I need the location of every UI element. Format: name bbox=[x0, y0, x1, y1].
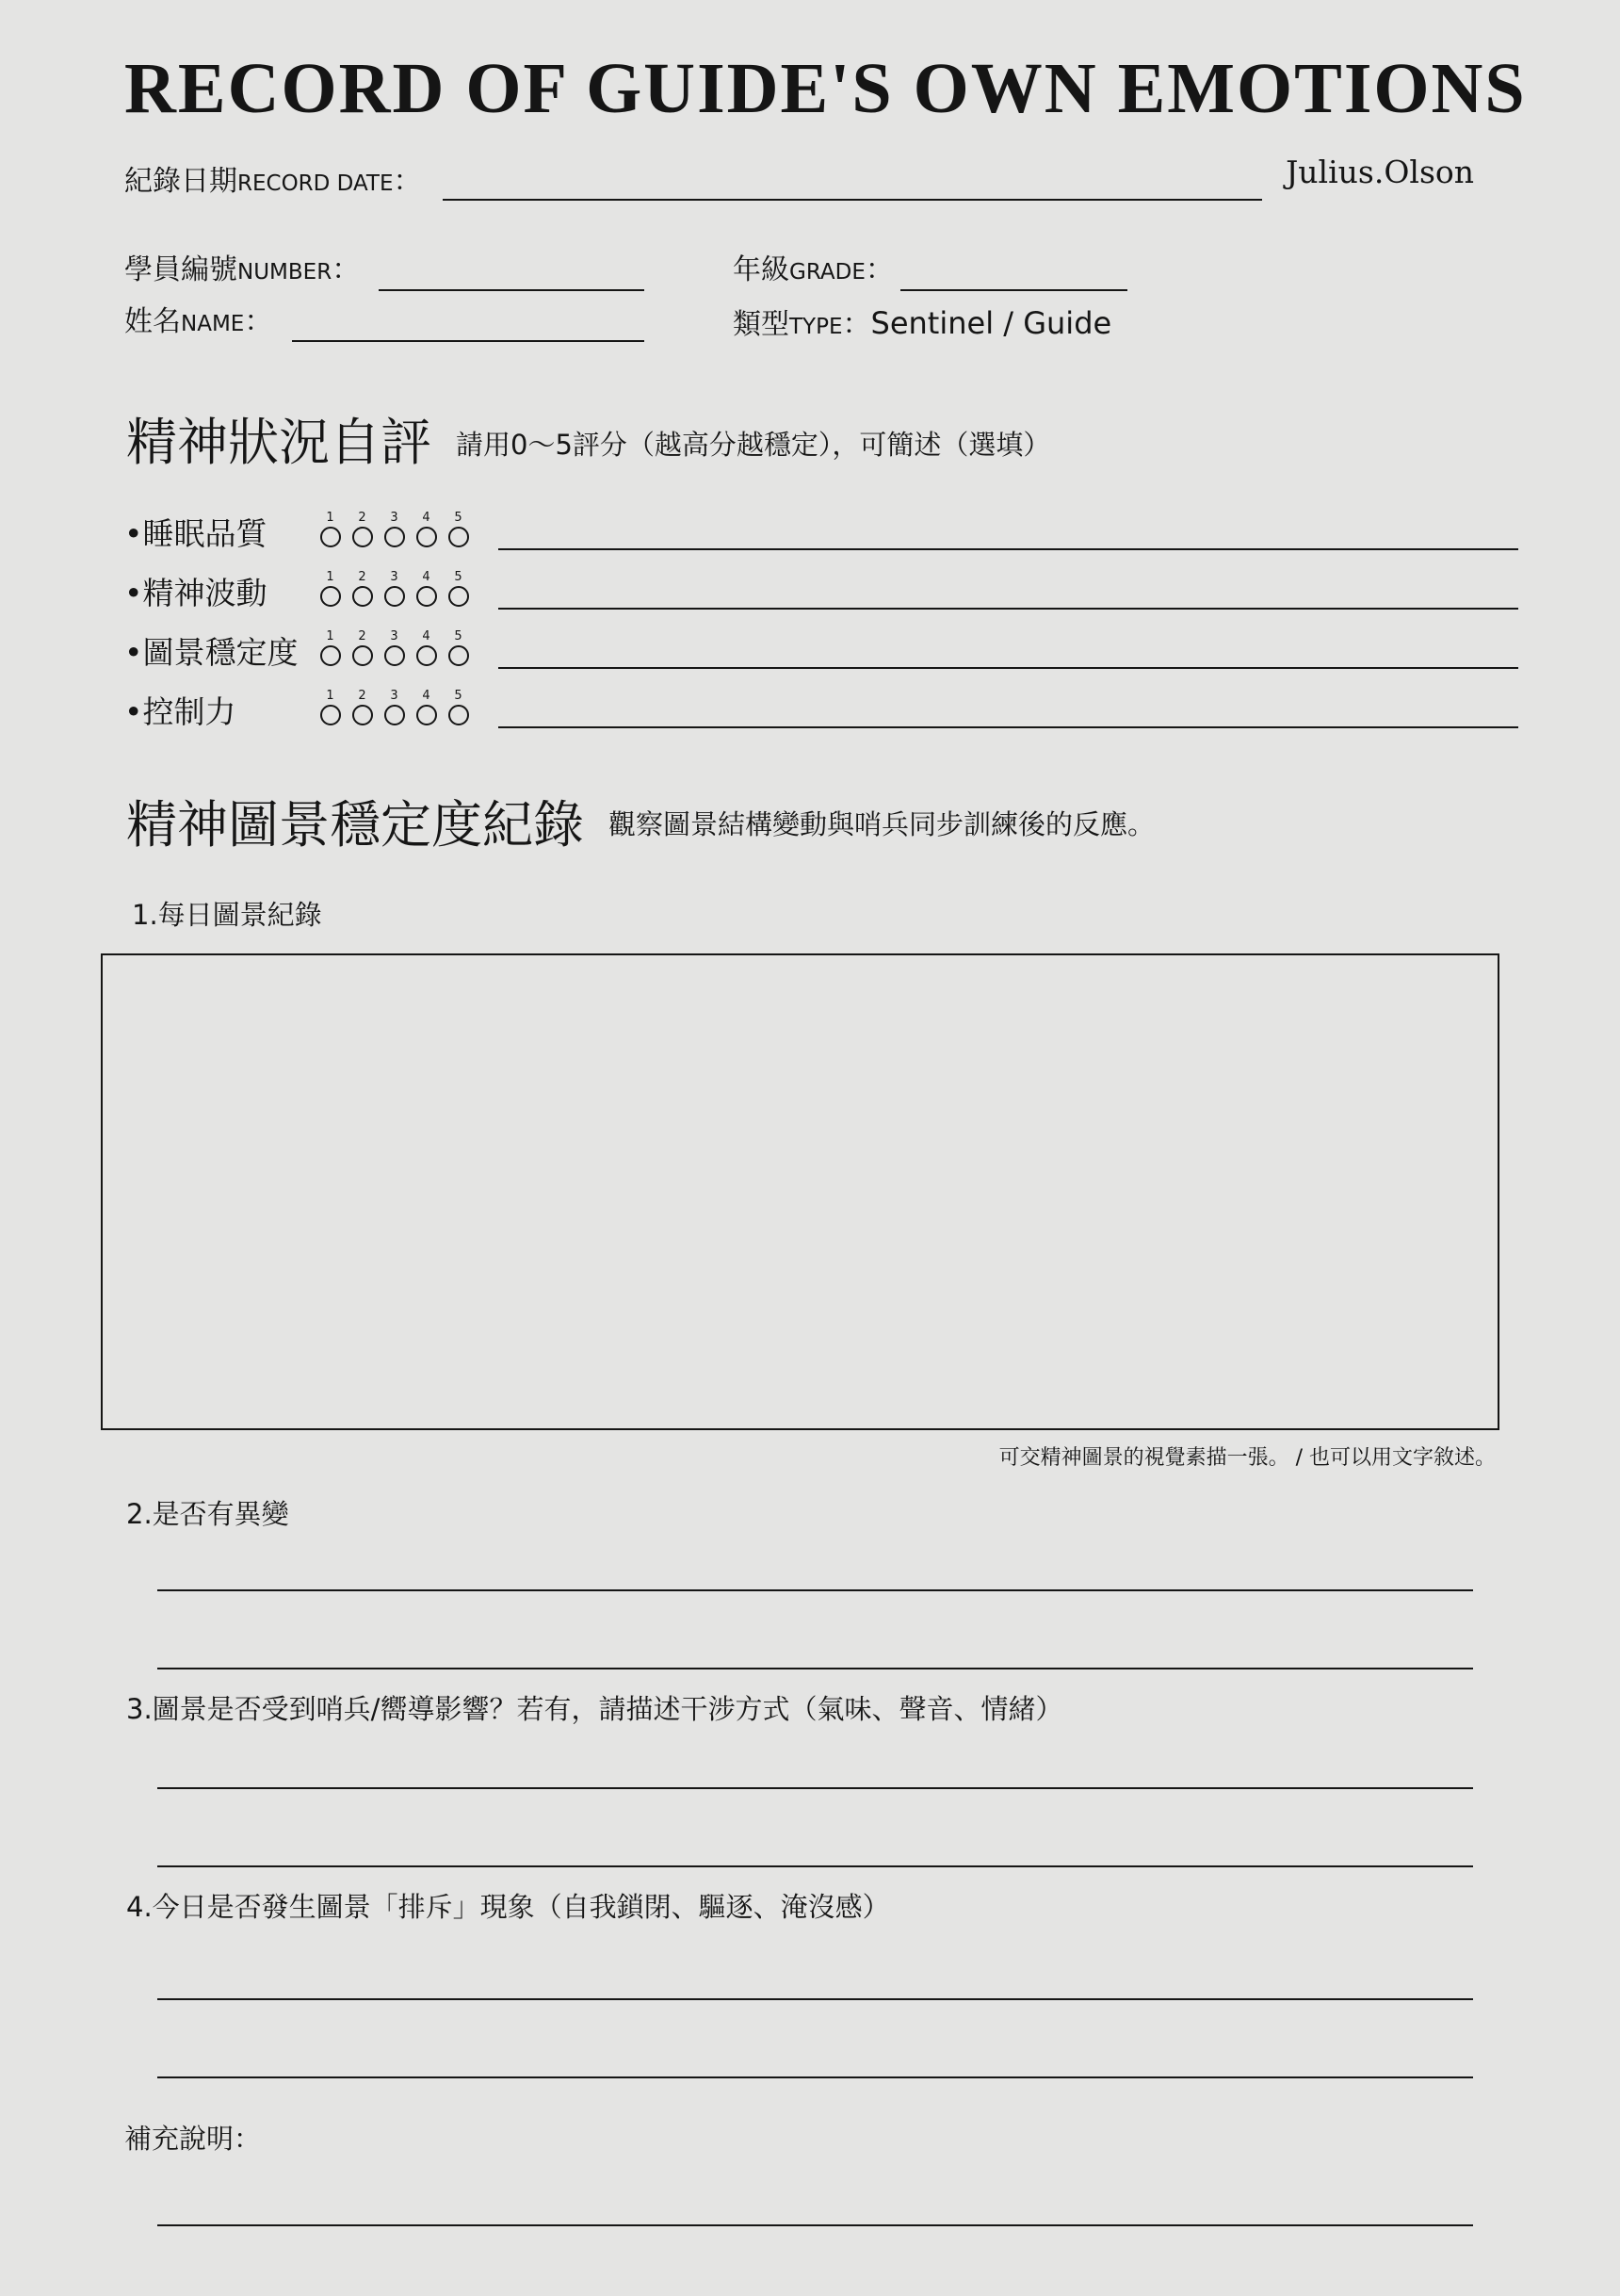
rating-circle[interactable] bbox=[448, 705, 469, 725]
rating-option[interactable] bbox=[446, 690, 471, 725]
question-3: 3.圖景是否受到哨兵/嚮導影響？若有，請描述干涉方式（氣味、聲音、情緒） bbox=[126, 1693, 1063, 1725]
supplement-label: 補充說明： bbox=[124, 2123, 262, 2155]
rating-circle[interactable] bbox=[416, 586, 437, 607]
page-title: RECORD OF GUIDE'S OWN EMOTIONS bbox=[124, 49, 1527, 128]
answer-line[interactable] bbox=[157, 2076, 1473, 2078]
rating-option[interactable] bbox=[349, 512, 375, 547]
grade-label: 年級GRADE： bbox=[733, 253, 894, 286]
rating-circle[interactable] bbox=[416, 645, 437, 666]
stability-note: 觀察圖景結構變動與哨兵同步訓練後的反應。 bbox=[608, 808, 1156, 840]
question-1-caption: 可交精神圖景的視覺素描一張。 / 也可以用文字敘述。 bbox=[998, 1446, 1496, 1470]
rating-option-number: 1 bbox=[326, 629, 334, 643]
answer-line[interactable] bbox=[157, 1998, 1473, 2000]
rating-option[interactable] bbox=[381, 571, 407, 607]
rating-option[interactable] bbox=[413, 630, 439, 666]
rating-circle[interactable] bbox=[416, 527, 437, 547]
rating-option-number: 3 bbox=[390, 689, 398, 703]
rating-circle[interactable] bbox=[352, 705, 373, 725]
grade-field[interactable] bbox=[900, 289, 1127, 291]
rating-option-number: 5 bbox=[454, 689, 462, 703]
rating-circle[interactable] bbox=[320, 705, 341, 725]
rating-comment-line[interactable] bbox=[498, 667, 1518, 669]
rating-comment-line[interactable] bbox=[498, 726, 1518, 728]
rating-scale bbox=[317, 630, 471, 666]
rating-option[interactable] bbox=[413, 571, 439, 607]
type-value: Sentinel / Guide bbox=[870, 305, 1112, 341]
rating-circle[interactable] bbox=[320, 586, 341, 607]
answer-line[interactable] bbox=[157, 1865, 1473, 1867]
rating-circle[interactable] bbox=[384, 705, 405, 725]
answer-line[interactable] bbox=[157, 1589, 1473, 1591]
rating-option-number: 5 bbox=[454, 511, 462, 525]
name-field[interactable] bbox=[292, 340, 644, 342]
rating-option-number: 2 bbox=[358, 570, 366, 584]
name-label: 姓名NAME： bbox=[124, 305, 273, 338]
record-date-field[interactable] bbox=[443, 199, 1262, 201]
type-label: 類型TYPE：Sentinel / Guide bbox=[733, 305, 1112, 341]
signature: Julius.Olson bbox=[1286, 154, 1474, 190]
rating-circle[interactable] bbox=[448, 586, 469, 607]
rating-option-number: 1 bbox=[326, 689, 334, 703]
rating-option[interactable] bbox=[317, 630, 343, 666]
rating-option-number: 4 bbox=[422, 511, 430, 525]
rating-option[interactable] bbox=[413, 690, 439, 725]
rating-circle[interactable] bbox=[352, 527, 373, 547]
rating-option[interactable] bbox=[349, 690, 375, 725]
rating-option-number: 3 bbox=[390, 511, 398, 525]
rating-option[interactable] bbox=[446, 571, 471, 607]
question-1: 1.每日圖景紀錄 bbox=[132, 899, 322, 931]
rating-circle[interactable] bbox=[320, 645, 341, 666]
daily-landscape-box[interactable] bbox=[101, 953, 1499, 1430]
stability-title: 精神圖景穩定度紀錄 bbox=[126, 795, 584, 855]
rating-option-number: 4 bbox=[422, 570, 430, 584]
rating-option-number: 3 bbox=[390, 570, 398, 584]
rating-comment-line[interactable] bbox=[498, 548, 1518, 550]
rating-option-number: 2 bbox=[358, 629, 366, 643]
rating-circle[interactable] bbox=[448, 645, 469, 666]
rating-circle[interactable] bbox=[384, 645, 405, 666]
rating-label: •控制力 bbox=[124, 693, 236, 730]
rating-scale bbox=[317, 571, 471, 607]
rating-option-number: 4 bbox=[422, 689, 430, 703]
number-field[interactable] bbox=[379, 289, 644, 291]
rating-label: •睡眠品質 bbox=[124, 515, 267, 552]
rating-circle[interactable] bbox=[352, 586, 373, 607]
rating-option[interactable] bbox=[446, 630, 471, 666]
rating-option[interactable] bbox=[381, 690, 407, 725]
rating-option[interactable] bbox=[413, 512, 439, 547]
record-date-label: 紀錄日期RECORD DATE： bbox=[124, 165, 422, 198]
rating-circle[interactable] bbox=[320, 527, 341, 547]
rating-circle[interactable] bbox=[384, 586, 405, 607]
rating-option[interactable] bbox=[381, 512, 407, 547]
rating-option-number: 1 bbox=[326, 511, 334, 525]
rating-circle[interactable] bbox=[448, 527, 469, 547]
rating-option[interactable] bbox=[317, 690, 343, 725]
self-eval-title: 精神狀況自評 bbox=[126, 413, 431, 472]
rating-option[interactable] bbox=[349, 571, 375, 607]
rating-option[interactable] bbox=[317, 571, 343, 607]
rating-option[interactable] bbox=[446, 512, 471, 547]
rating-comment-line[interactable] bbox=[498, 608, 1518, 610]
rating-option-number: 2 bbox=[358, 511, 366, 525]
rating-label: •精神波動 bbox=[124, 575, 267, 611]
rating-option-number: 3 bbox=[390, 629, 398, 643]
answer-line[interactable] bbox=[157, 1787, 1473, 1789]
rating-circle[interactable] bbox=[416, 705, 437, 725]
rating-option[interactable] bbox=[349, 630, 375, 666]
rating-option[interactable] bbox=[381, 630, 407, 666]
rating-option-number: 2 bbox=[358, 689, 366, 703]
rating-option-number: 5 bbox=[454, 570, 462, 584]
rating-option-number: 5 bbox=[454, 629, 462, 643]
rating-label: •圖景穩定度 bbox=[124, 634, 299, 671]
question-2: 2.是否有異變 bbox=[126, 1498, 289, 1530]
rating-circle[interactable] bbox=[384, 527, 405, 547]
rating-option-number: 4 bbox=[422, 629, 430, 643]
number-label: 學員編號NUMBER： bbox=[124, 253, 361, 286]
answer-line[interactable] bbox=[157, 1668, 1473, 1669]
answer-line[interactable] bbox=[157, 2224, 1473, 2226]
rating-circle[interactable] bbox=[352, 645, 373, 666]
rating-option[interactable] bbox=[317, 512, 343, 547]
rating-scale bbox=[317, 690, 471, 725]
question-4: 4.今日是否發生圖景「排斥」現象（自我鎖閉、驅逐、淹沒感） bbox=[126, 1891, 890, 1923]
self-eval-note: 請用0～5評分（越高分越穩定），可簡述（選填） bbox=[456, 429, 1051, 461]
rating-scale bbox=[317, 512, 471, 547]
rating-option-number: 1 bbox=[326, 570, 334, 584]
